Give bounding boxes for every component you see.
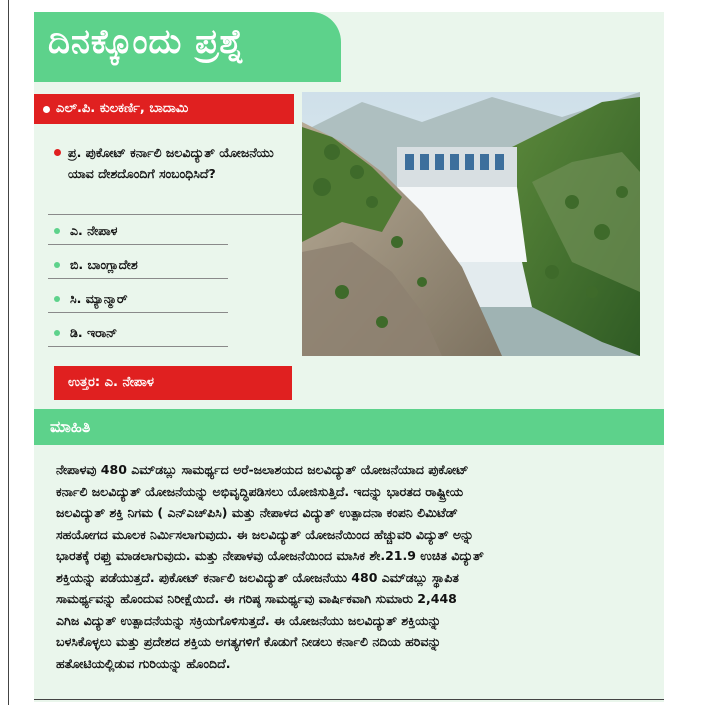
paragraph-line: ನೇಪಾಳವು 480 ಎಮ್‌ಡಬ್ಲು ಸಾಮರ್ಥ್ಯದ ಅರೆ-ಜಲಾಶಯದ ಜಲವಿದ್ಯುತ್ ಯೋಜನೆಯಾದ ಪುಕೋಟ್ [56,462,469,477]
question-card [34,12,664,702]
info-heading: ಮಾಹಿತಿ [34,409,664,445]
page-title: ದಿನಕ್ಕೊಂದು ಪ್ರಶ್ನೆ [48,22,245,62]
paragraph-line: ಸಹಯೋಗದ ಮೂಲಕ ನಿರ್ಮಿಸಲಾಗುವುದು. ಈ ಜಲವಿದ್ಯುತ್ ಯೋಜನೆಯಿಂದ ಹೆಚ್ಚುವರಿ ವಿದ್ಯುತ್ ಅನ್ನು [56,526,474,542]
option-a [48,218,228,245]
option-label: ಡಿ. ಇರಾನ್ [70,325,118,340]
paragraph-line: ಭಾರತಕ್ಕೆ ರಫ್ತು ಮಾಡಲಾಗುವುದು. ಮತ್ತು ನೇಪಾಳವು ಯೋಜನೆಯಿಂದ ಮಾಸಿಕ ಶೇ.21.9 ಉಚಿತ ವಿದ್ಯುತ್ [56,548,484,563]
header-tab [34,12,341,82]
bullet-icon [54,149,61,156]
option-c [48,286,228,313]
question-text: ಪ್ರ. ಪುಕೋಟ್ ಕರ್ನಾಲಿ ಜಲವಿದ್ಯುತ್ ಯೋಜನೆಯು ಯಾವ ದೇಶದೊಂದಿಗೆ ಸಂಬಂಧಿಸಿದೆ? [68,145,274,181]
dam-photo [302,92,640,356]
answer-bar: ಉತ್ತರ: ಎ. ನೇಪಾಳ [54,366,292,400]
option-label: ಸಿ. ಮ್ಯಾನ್ಮಾರ್ [70,291,128,306]
paragraph-line: ಬಳಸಿಕೊಳ್ಳಲು ಮತ್ತು ಪ್ರದೇಶದ ಶಕ್ತಿಯ ಅಗತ್ಯಗಳಿಗೆ ಕೊಡುಗೆ ನೀಡಲು ಕರ್ನಾಲಿ ನದಿಯ ಹರಿವನ್ನು [56,634,441,649]
author-bar [34,94,294,124]
page-margin-rule [8,0,9,705]
divider [48,214,334,215]
option-b [48,252,228,279]
option-d [48,320,228,347]
paragraph-line: ಸಾಮರ್ಥ್ಯವನ್ನು ಹೊಂದುವ ನಿರೀಕ್ಷೆಯಿದೆ. ಈ ಗರಿಷ್ಠ ಸಾಮರ್ಥ್ಯವು ವಾರ್ಷಿಕವಾಗಿ ಸುಮಾರು 2,448 [56,591,457,606]
author-name: ಎಲ್.ಪಿ. ಕುಲಕರ್ಣಿ, ಬಾದಾಮಿ [56,101,189,116]
bullet-icon [54,228,60,234]
paragraph-line: ಎಗಿಜ ವಿದ್ಯುತ್ ಉತ್ಪಾದನೆಯನ್ನು ಸಕ್ರಿಯಗೊಳಿಸುತ್ತದೆ. ಈ ಯೋಜನೆಯು ಜಲವಿದ್ಯುತ್ ಶಕ್ತಿಯನ್ನು [56,612,442,628]
info-paragraph [56,459,650,674]
bullet-icon [54,330,60,336]
paragraph-line: ಹತೋಟಿಯಲ್ಲಿಡುವ ಗುರಿಯನ್ನು ಹೊಂದಿದೆ. [56,655,231,671]
paragraph-line: ಶಕ್ತಿಯನ್ನು ಪಡೆಯುತ್ತದೆ. ಪುಕೋಟ್ ಕರ್ನಾಲಿ ಜಲವಿದ್ಯುತ್ ಯೋಜನೆಯು 480 ಎಮ್‌ಡಬ್ಲು ಸ್ಥಾಪಿತ [56,569,459,585]
paragraph-line: ಕರ್ನಾಲಿ ಜಲವಿದ್ಯುತ್ ಯೋಜನೆಯನ್ನು ಅಭಿವೃದ್ಧಿಪಡಿಸಲು ಯೋಜಿಸುತ್ತಿದೆ. ಇದನ್ನು ಭಾರತದ ರಾಷ್ಟ್ರೀಯ [56,483,464,499]
bottom-divider [34,699,664,700]
option-label: ಎ. ನೇಪಾಳ [70,223,118,238]
bullet-icon [54,296,60,302]
paragraph-line: ಜಲವಿದ್ಯುತ್ ಶಕ್ತಿ ನಿಗಮ ( ಎನ್‌ಎಚ್‌ಪಿಸಿ) ಮತ್ತು ನೇಪಾಳದ ವಿದ್ಯುತ್ ಉತ್ಪಾದನಾ ಕಂಪನಿ ಲಿಮಿಟೆಡ್ [56,505,458,520]
bullet-icon [54,262,60,268]
option-label: ಬಿ. ಬಾಂಗ್ಲಾದೇಶ [70,257,138,272]
bullet-icon [43,106,50,113]
